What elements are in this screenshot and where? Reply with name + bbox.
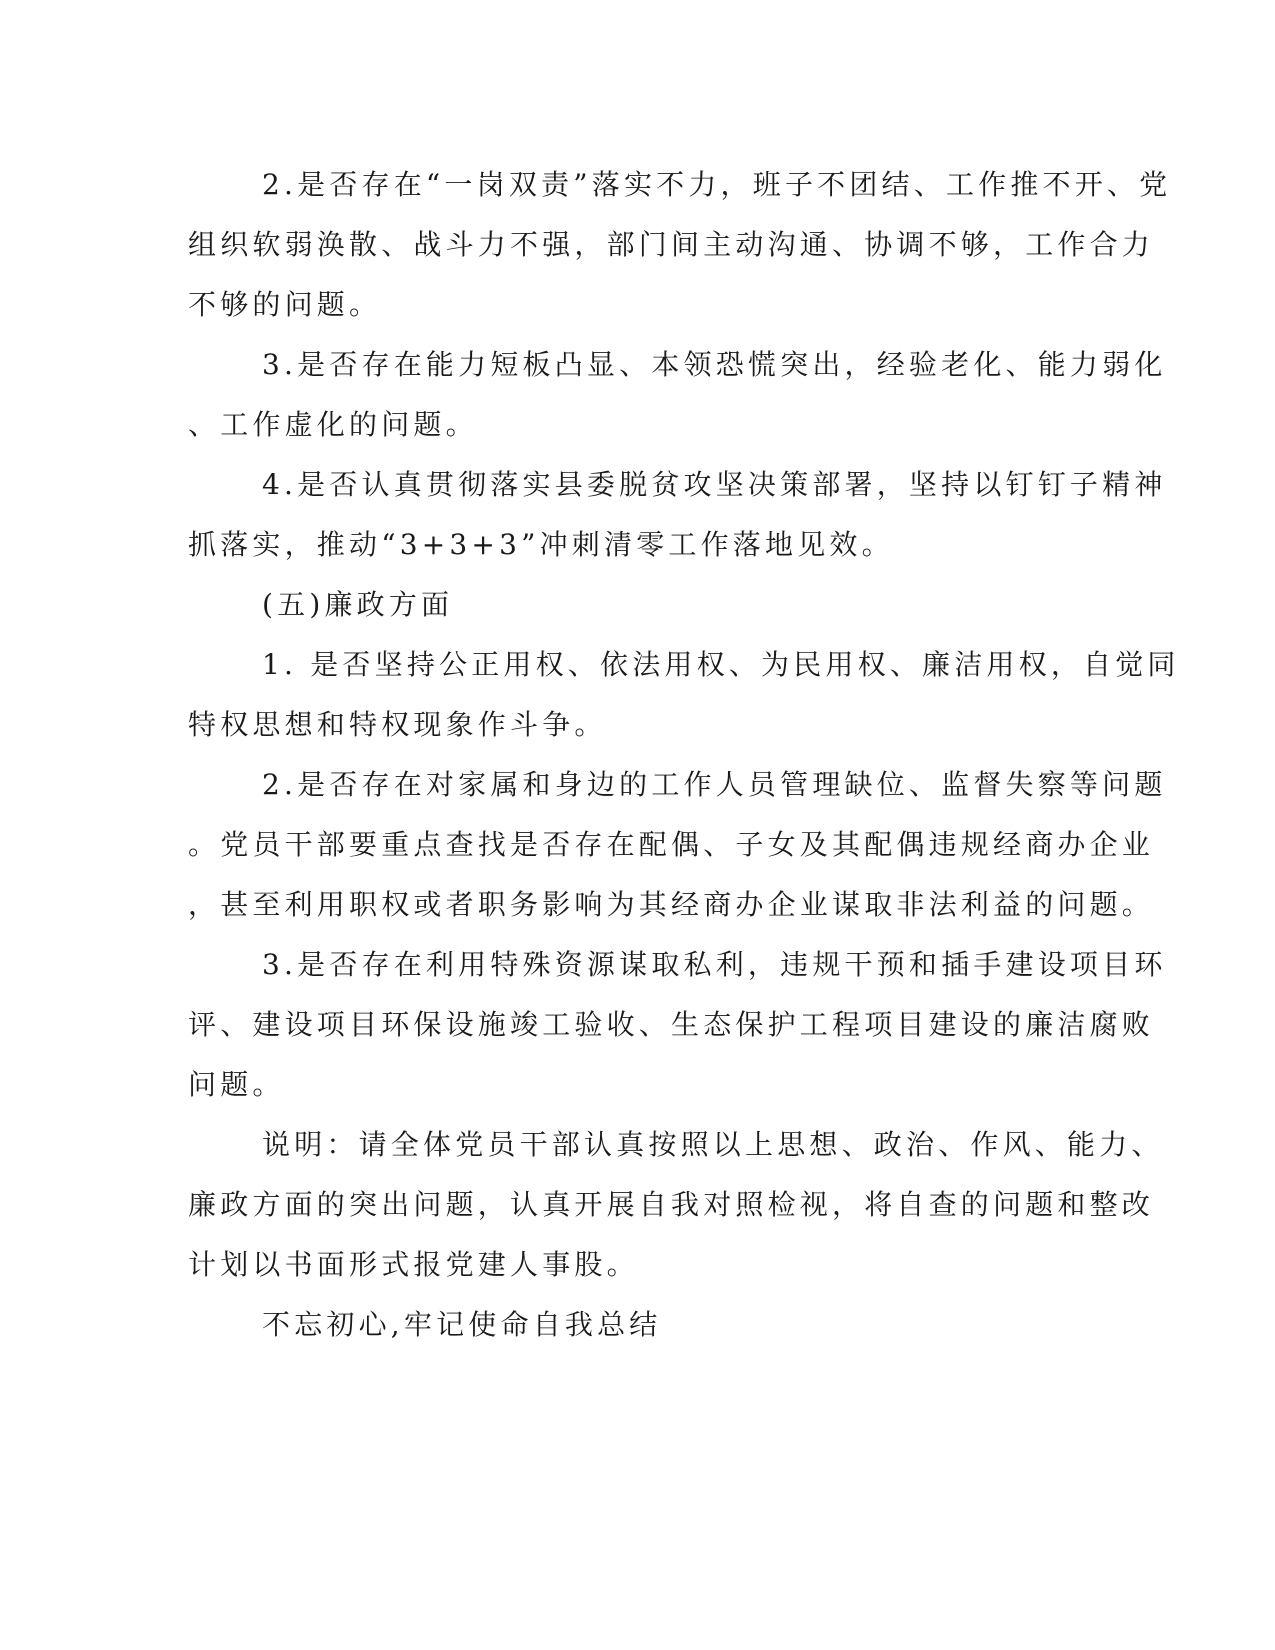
paragraph-item-2: [188, 155, 1172, 335]
text-line: 2.是否存在“一岗双责”落实不力，班子不团结、工作推不开、党: [262, 168, 1172, 201]
text-line: 。党员干部要重点查找是否存在配偶、子女及其配偶违规经商办企业: [188, 828, 1155, 861]
paragraph-integrity-3: [188, 935, 1167, 1115]
text-line: 不忘初心,牢记使命自我总结: [262, 1308, 662, 1341]
paragraph-integrity-1: [188, 635, 1180, 755]
text-line: 不够的问题。: [188, 288, 382, 321]
text-line: 问题。: [188, 1068, 285, 1101]
text-line: 3.是否存在利用特殊资源谋取私利，违规干预和插手建设项目环: [262, 948, 1167, 981]
text-line: 4.是否认真贯彻落实县委脱贫攻坚决策部署，坚持以钉钉子精神: [262, 468, 1167, 501]
closing-title: [188, 1295, 1078, 1355]
text-line: 评、建设项目环保设施竣工验收、生态保护工程项目建设的廉洁腐败: [188, 1008, 1155, 1041]
text-line: (五)廉政方面: [262, 588, 454, 621]
text-line: 说明：请全体党员干部认真按照以上思想、政治、作风、能力、: [262, 1128, 1164, 1161]
paragraph-item-3: [188, 335, 1167, 455]
text-line: 计划以书面形式报党建人事股。: [188, 1248, 639, 1281]
paragraph-note: [188, 1115, 1164, 1295]
section-heading: [188, 575, 1078, 635]
paragraph-item-4: [188, 455, 1167, 575]
text-line: 组织软弱涣散、战斗力不强，部门间主动沟通、协调不够，工作合力: [188, 228, 1155, 261]
text-line: 廉政方面的突出问题，认真开展自我对照检视，将自查的问题和整改: [188, 1188, 1155, 1221]
text-line: 抓落实，推动“3+3+3”冲刺清零工作落地见效。: [188, 528, 894, 561]
text-line: 特权思想和特权现象作斗争。: [188, 708, 607, 741]
document-body: [188, 155, 1180, 1355]
paragraph-integrity-2: [188, 755, 1167, 935]
text-line: 、工作虚化的问题。: [188, 408, 478, 441]
text-line: 1. 是否坚持公正用权、依法用权、为民用权、廉洁用权，自觉同: [262, 648, 1180, 681]
text-line: 2.是否存在对家属和身边的工作人员管理缺位、监督失察等问题: [262, 768, 1167, 801]
text-line: ，甚至利用职权或者职务影响为其经商办企业谋取非法利益的问题。: [188, 888, 1155, 921]
text-line: 3.是否存在能力短板凸显、本领恐慌突出，经验老化、能力弱化: [262, 348, 1167, 381]
